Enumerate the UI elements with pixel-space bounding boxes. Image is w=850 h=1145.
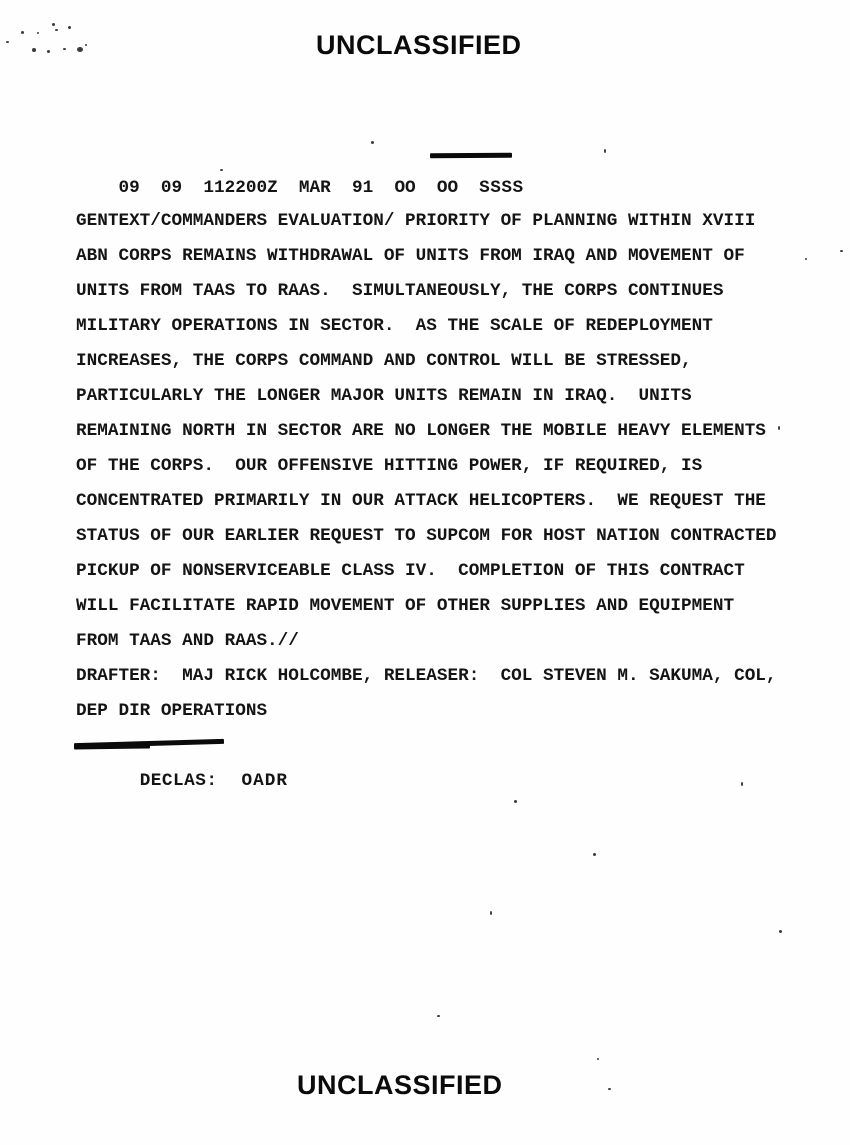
ink-speck	[220, 169, 223, 171]
ink-speck	[63, 48, 66, 50]
ink-speck	[778, 426, 780, 430]
declas-line	[76, 729, 836, 791]
ink-speck	[597, 1058, 599, 1060]
body-line: PICKUP OF NONSERVICEABLE CLASS IV. COMPLETION OF THIS CONTRACT	[76, 561, 745, 581]
ink-speck	[608, 1088, 611, 1090]
ink-speck	[840, 250, 843, 252]
body-line: UNITS FROM TAAS TO RAAS. SIMULTANEOUSLY, THE CORPS CONTINUES	[76, 281, 724, 301]
ink-speck	[47, 50, 50, 53]
strikethrough-mark	[430, 153, 512, 159]
ink-speck	[741, 782, 743, 786]
ink-speck	[68, 26, 71, 29]
drafter-line: DRAFTER: MAJ RICK HOLCOMBE, RELEASER: COL STEVEN M. SAKUMA, COL,	[76, 666, 777, 686]
classification-banner-bottom: UNCLASSIFIED	[297, 1070, 503, 1100]
ink-speck	[371, 141, 374, 144]
ink-speck	[779, 930, 782, 933]
classification-banner-top: UNCLASSIFIED	[316, 30, 522, 60]
ink-speck	[77, 47, 83, 52]
body-line: CONCENTRATED PRIMARILY IN OUR ATTACK HELICOPTERS. WE REQUEST THE	[76, 491, 766, 511]
body-line: GENTEXT/COMMANDERS EVALUATION/ PRIORITY OF PLANNING WITHIN XVIII	[76, 211, 756, 231]
ink-speck	[490, 911, 492, 915]
ink-speck	[437, 1015, 440, 1017]
ink-speck	[514, 800, 517, 803]
struck-classification-code: SSSS	[479, 178, 524, 198]
ink-speck	[85, 44, 87, 46]
body-line: OF THE CORPS. OUR OFFENSIVE HITTING POWER, IF REQUIRED, IS	[76, 456, 703, 476]
ink-speck	[805, 258, 807, 260]
message-header-datetime-group: 09 09 112200Z MAR 91 OO OO	[118, 178, 459, 198]
body-line: ABN CORPS REMAINS WITHDRAWAL OF UNITS FROM IRAQ AND MOVEMENT OF	[76, 246, 745, 266]
body-line: STATUS OF OUR EARLIER REQUEST TO SUPCOM FOR HOST NATION CONTRACTED	[76, 526, 777, 546]
message-body	[76, 204, 836, 791]
ink-speck	[32, 48, 36, 52]
ink-speck	[52, 23, 55, 26]
ink-speck	[6, 41, 9, 43]
declas-label: DECLAS:	[139, 771, 218, 791]
ink-speck	[55, 29, 58, 31]
ink-speck	[604, 149, 606, 153]
body-line: PARTICULARLY THE LONGER MAJOR UNITS REMAIN IN IRAQ. UNITS	[76, 386, 692, 406]
dep-dir-line: DEP DIR OPERATIONS	[76, 701, 268, 721]
body-line: REMAINING NORTH IN SECTOR ARE NO LONGER THE MOBILE HEAVY ELEMENTS	[76, 421, 766, 441]
body-line: WILL FACILITATE RAPID MOVEMENT OF OTHER SUPPLIES AND EQUIPMENT	[76, 596, 735, 616]
ink-speck	[37, 32, 39, 34]
declas-value: OADR	[241, 771, 288, 791]
body-line: FROM TAAS AND RAAS.//	[76, 631, 299, 651]
body-line: MILITARY OPERATIONS IN SECTOR. AS THE SCALE OF REDEPLOYMENT	[76, 316, 713, 336]
body-line: INCREASES, THE CORPS COMMAND AND CONTROL WILL BE STRESSED,	[76, 351, 692, 371]
ink-speck	[593, 853, 596, 856]
ink-speck	[21, 31, 24, 34]
